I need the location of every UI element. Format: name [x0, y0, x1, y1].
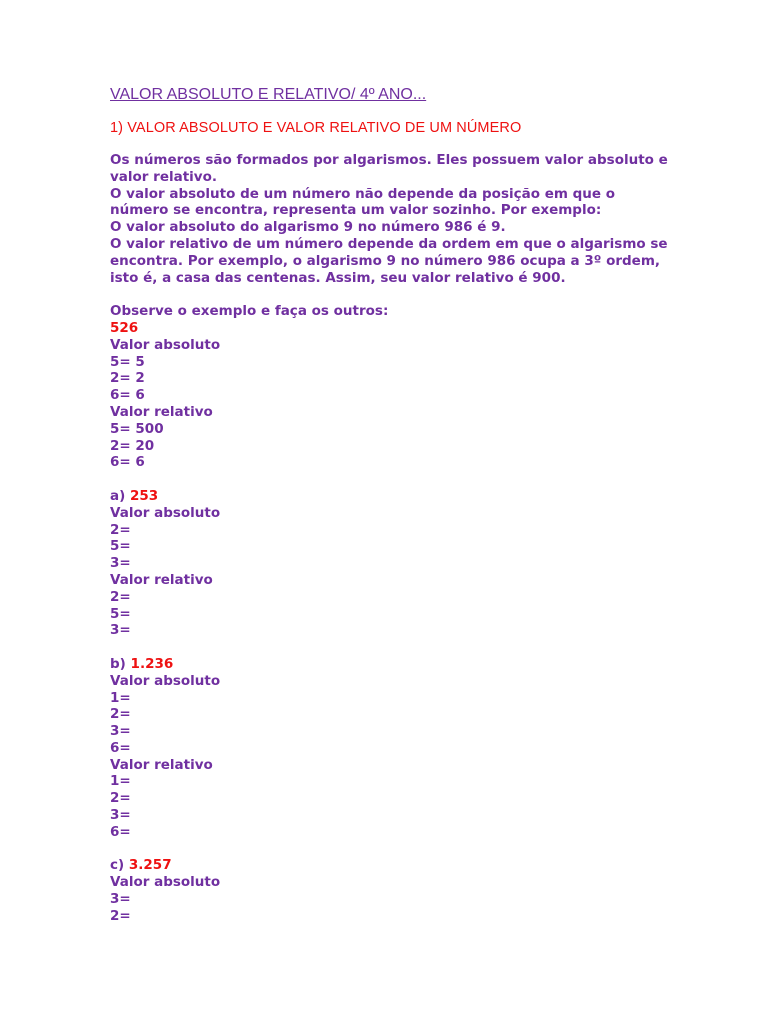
- relative-label: Valor relativo: [110, 756, 213, 773]
- relative-line: 3=: [110, 807, 131, 824]
- relative-line: 2=: [110, 790, 131, 807]
- absolute-line: 6= 6: [110, 387, 145, 404]
- relative-line: 3=: [110, 622, 131, 639]
- exercise-b-block: [110, 656, 710, 841]
- absolute-line: 6=: [110, 739, 131, 756]
- relative-label: Valor relativo: [110, 403, 213, 420]
- intro-line: O valor absoluto do algarismo 9 no número 986 é 9.: [110, 219, 506, 236]
- exercise-a-block: [110, 488, 710, 639]
- spacer: [110, 639, 710, 656]
- absolute-line: 3=: [110, 723, 131, 740]
- document-page: [110, 85, 710, 925]
- intro-line: O valor absoluto de um número não depende da posição em que o: [110, 185, 616, 202]
- absolute-line: 5= 5: [110, 353, 145, 370]
- relative-line: 5= 500: [110, 420, 164, 437]
- exercise-number: 1.236: [130, 655, 174, 672]
- relative-line: 5=: [110, 605, 131, 622]
- intro-line: número se encontra, representa um valor sozinho. Por exemplo:: [110, 202, 602, 219]
- absolute-line: 2=: [110, 706, 131, 723]
- intro-line: valor relativo.: [110, 168, 218, 185]
- intro-line: O valor relativo de um número depende da ordem em que o algarismo se: [110, 235, 668, 252]
- exercise-letter: b): [110, 655, 126, 672]
- relative-line: 2=: [110, 588, 131, 605]
- intro-line: isto é, a casa das centenas. Assim, seu valor relativo é 900.: [110, 269, 566, 286]
- example-number: 526: [110, 319, 139, 336]
- absolute-line: 2=: [110, 521, 131, 538]
- exercise-letter: c): [110, 857, 125, 874]
- absolute-line: 2= 2: [110, 370, 145, 387]
- intro-paragraph: [110, 152, 710, 286]
- absolute-label: Valor absoluto: [110, 874, 221, 891]
- exercise-letter: a): [110, 487, 126, 504]
- exercise-number: 253: [129, 487, 159, 504]
- absolute-label: Valor absoluto: [110, 672, 221, 689]
- absolute-line: 3=: [110, 555, 131, 572]
- example-block: [110, 320, 710, 471]
- relative-line: 2= 20: [110, 437, 155, 454]
- relative-label: Valor relativo: [110, 571, 213, 588]
- absolute-line: 5=: [110, 538, 131, 555]
- exercise-c-block: [110, 857, 710, 924]
- absolute-label: Valor absoluto: [110, 336, 221, 353]
- intro-line: Os números são formados por algarismos. Eles possuem valor absoluto e: [110, 152, 668, 168]
- absolute-label: Valor absoluto: [110, 504, 221, 521]
- exercise-b-heading: [110, 656, 710, 673]
- exercise-c-heading: [110, 857, 710, 874]
- absolute-line: 1=: [110, 689, 131, 706]
- section-heading: 1) VALOR ABSOLUTO E VALOR RELATIVO DE UM NÚMERO: [110, 120, 522, 136]
- instruction-text: Observe o exemplo e faça os outros:: [110, 303, 389, 320]
- absolute-line: 2=: [110, 907, 131, 924]
- spacer: [110, 841, 710, 858]
- absolute-line: 3=: [110, 891, 131, 908]
- relative-line: 6=: [110, 823, 131, 840]
- exercise-number: 3.257: [128, 857, 172, 874]
- exercise-a-heading: [110, 488, 710, 505]
- spacer: [110, 471, 710, 488]
- relative-line: 1=: [110, 773, 131, 790]
- intro-line: encontra. Por exemplo, o algarismo 9 no número 986 ocupa a 3º ordem,: [110, 252, 661, 269]
- relative-line: 6= 6: [110, 454, 145, 471]
- document-title: VALOR ABSOLUTO E RELATIVO/ 4º ANO...: [110, 86, 427, 103]
- spacer: [110, 286, 710, 303]
